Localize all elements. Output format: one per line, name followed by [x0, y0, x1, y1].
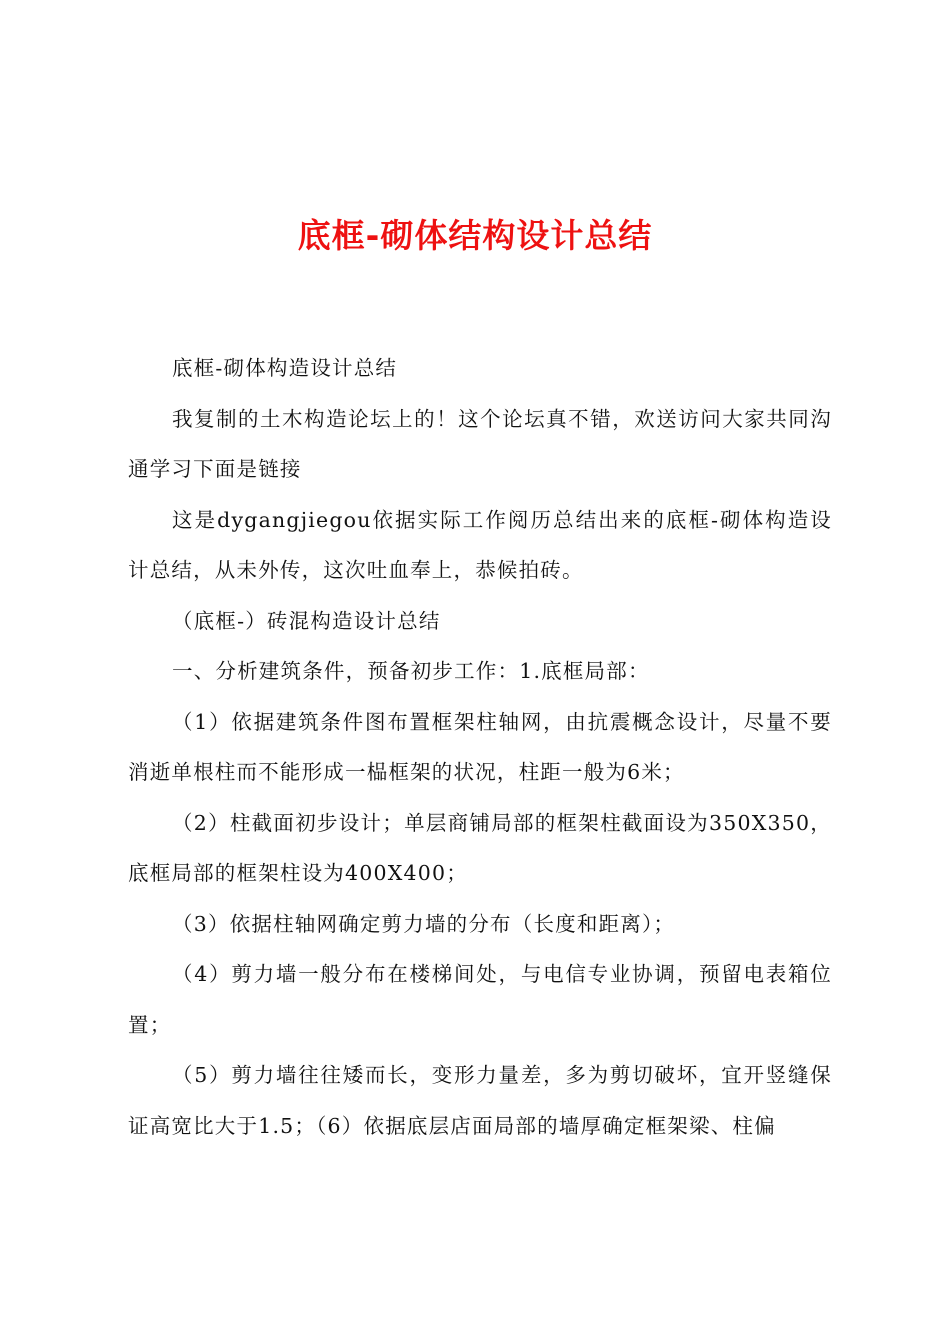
paragraph: （3）依据柱轴网确定剪力墙的分布（长度和距离）；	[172, 911, 676, 936]
paragraph: （5）剪力墙往往矮而长，变形力量差，多为剪切破坏，宜开竖缝保证高宽比大于1.5；（6）依据底层店面局部的墙厚确定框架梁、柱偏	[128, 1063, 832, 1138]
paragraph: （底框-）砖混构造设计总结	[172, 608, 441, 633]
document-body	[128, 343, 832, 1151]
paragraph: 底框-砌体构造设计总结	[172, 356, 398, 380]
paragraph: 我复制的土木构造论坛上的！这个论坛真不错，欢送访问大家共同沟通学习下面是链接	[128, 406, 832, 481]
paragraph: 一、分析建筑条件，预备初步工作：1.底框局部：	[172, 659, 650, 683]
paragraph: （1）依据建筑条件图布置框架柱轴网，由抗震概念设计，尽量不要消逝单根柱而不能形成一榀框架的状况，柱距一般为6米；	[128, 709, 832, 784]
paragraph: 这是dygangjiegou依据实际工作阅历总结出来的底框-砌体构造设计总结，从未外传，这次吐血奉上，恭候拍砖。	[128, 507, 832, 582]
paragraph: （4）剪力墙一般分布在楼梯间处，与电信专业协调，预留电表箱位置；	[128, 962, 832, 1037]
document-title: 底框-砌体结构设计总结	[297, 216, 653, 255]
paragraph: （2）柱截面初步设计；单层商铺局部的框架柱截面设为350X350，底框局部的框架柱设为400X400；	[128, 810, 832, 885]
